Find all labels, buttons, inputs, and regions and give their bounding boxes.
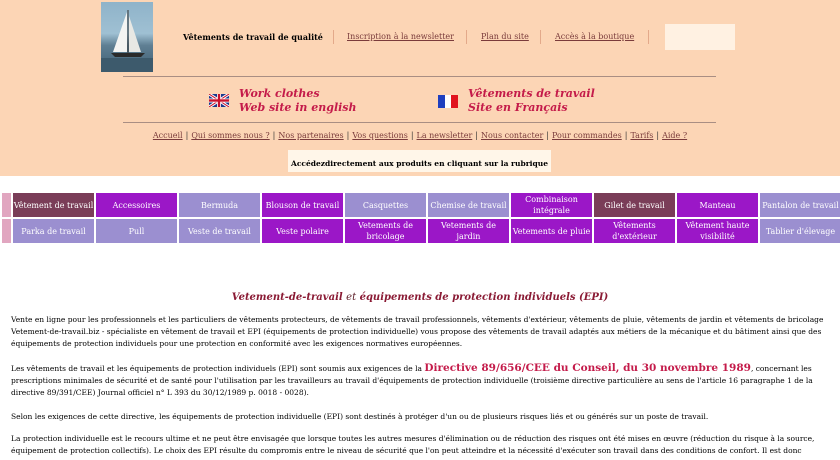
nav-accueil[interactable]: Accueil <box>152 131 183 140</box>
category-label: Bermuda <box>200 200 239 210</box>
french-line2: Site en Français <box>468 101 568 114</box>
sailboat-logo[interactable] <box>101 2 153 72</box>
category-grid <box>2 193 838 245</box>
uk-flag-icon[interactable] <box>209 92 229 111</box>
category-button[interactable] <box>428 219 509 243</box>
title-part-a: Vetement-de-travail <box>231 292 343 303</box>
french-flag-icon[interactable] <box>438 93 458 112</box>
row-stub <box>2 219 11 243</box>
category-label: Tablier d'élevage <box>765 226 836 236</box>
site-tagline: Vêtements de travail de qualité <box>183 32 323 42</box>
category-button[interactable] <box>760 193 840 217</box>
category-button[interactable] <box>179 219 260 243</box>
category-button[interactable] <box>760 219 840 243</box>
newsletter-signup-link[interactable]: Inscription à la newsletter <box>347 32 454 41</box>
category-label: Vetements de jardin <box>441 221 496 241</box>
english-site-link[interactable] <box>239 87 357 115</box>
category-label: Chemise de travail <box>430 200 507 210</box>
category-label: Combinaison intégrale <box>525 195 578 215</box>
header-blank-box <box>665 24 735 50</box>
category-button[interactable] <box>511 219 592 243</box>
category-label: Veste polaire <box>276 226 329 236</box>
category-button[interactable] <box>96 219 177 243</box>
category-label: Parka de travail <box>21 226 86 236</box>
nav-qui-sommes-nous[interactable]: Qui sommes nous ? <box>191 131 270 140</box>
category-label: Vêtements d'extérieur <box>612 221 657 241</box>
category-label: Veste de travail <box>188 226 251 236</box>
category-label: Pull <box>128 226 145 236</box>
nav-partenaires[interactable]: Nos partenaires <box>278 131 344 140</box>
access-note: Accédezdirectement aux produits en cliquant sur la rubrique <box>288 150 551 172</box>
sitemap-link[interactable]: Plan du site <box>481 32 529 41</box>
header-divider <box>540 30 541 44</box>
category-label: Vêtement haute visibilité <box>685 221 750 241</box>
directive-paragraph <box>11 362 829 399</box>
category-button[interactable] <box>677 193 758 217</box>
category-label: Gilet de travail <box>604 200 665 210</box>
category-label: Manteau <box>699 200 736 210</box>
category-button[interactable] <box>13 219 94 243</box>
title-part-b: équipements de protection individuels (EPI) <box>359 292 609 303</box>
category-button[interactable] <box>594 219 675 243</box>
category-label: Vêtement de travail <box>13 200 94 210</box>
category-button[interactable] <box>345 219 426 243</box>
intro-paragraph: Vente en ligne pour les professionnels et les particuliers de vêtements protecteurs, de vêtements de travail professionnels, vêtements d'extérieur, vêtements de pluie, vêtements de jardin et vêtements de bricolage Vetement-de-travail.biz - spécialiste en vêtement de travail et EPI (équipements de protection individuelle) vous propose des vêtements de travail adaptés aux métiers de la mécanique et du bâtiment ainsi que des équipements de protection individuels pour une protection en conformité avec les exigences normatives européennes. <box>11 315 824 348</box>
row-stub <box>2 193 11 217</box>
divider-line <box>123 76 716 77</box>
page-title <box>0 292 840 303</box>
french-line1: Vêtements de travail <box>468 87 595 100</box>
directive-highlight: Directive 89/656/CEE du Conseil, du 30 novembre 1989 <box>424 362 751 374</box>
nav-contact[interactable]: Nous contacter <box>480 131 544 140</box>
category-button[interactable] <box>677 219 758 243</box>
english-line1: Work clothes <box>239 87 320 100</box>
nav-questions[interactable]: Vos questions <box>352 131 408 140</box>
nav-tarifs[interactable]: Tarifs <box>630 131 654 140</box>
category-label: Vetements de bricolage <box>358 221 413 241</box>
category-label: Accessoires <box>112 200 161 210</box>
shop-access-link[interactable]: Accès à la boutique <box>555 32 635 41</box>
category-label: Blouson de travail <box>265 200 340 210</box>
nav-aide[interactable]: Aide ? <box>662 131 688 140</box>
divider-line <box>123 122 716 123</box>
category-button[interactable] <box>262 193 343 217</box>
category-button[interactable] <box>96 193 177 217</box>
english-line2: Web site in english <box>239 101 357 114</box>
category-button[interactable] <box>13 193 94 217</box>
category-button[interactable] <box>428 193 509 217</box>
french-site-link[interactable] <box>468 87 595 115</box>
title-et: et <box>346 292 357 303</box>
header-divider <box>466 30 467 44</box>
main-nav: Accueil | Qui sommes nous ? | Nos partenaires | Vos questions | La newsletter | Nous contacter | Pour commandes | Tarifs | Aide ? <box>152 131 688 140</box>
protection-paragraph: La protection individuelle est le recours ultime et ne peut être envisagée que lorsque toutes les autres mesures d'élimination ou de réduction des risques ont été mises en œuvre (réduction du risque à la source, équipement de protection collectifs). Le choix des EPI résulte du compromis entre le niveau de sécurité que l'on peut atteindre et la nécessité d'exécuter son travail dans des conditions de confort. Il est donc <box>11 434 815 455</box>
category-button[interactable] <box>511 193 592 217</box>
category-button[interactable] <box>179 193 260 217</box>
category-button[interactable] <box>262 219 343 243</box>
category-label: Vetements de pluie <box>512 226 591 236</box>
category-row <box>2 193 838 217</box>
nav-commandes[interactable]: Pour commandes <box>552 131 622 140</box>
directive-text-c: , concernant les prescriptions minimales de sécurité et de santé pour l'utilisation par les travailleurs au travail d'équipements de protection individuelle (troisième directive particulière au sens de l'article 16 paragraphe 1 de la directive 89/391/CEE) Journal officiel n° L 393 du 30/12/1989 p. 0018 - 0028). <box>11 364 813 397</box>
category-label: Pantalon de travail <box>762 200 839 210</box>
epi-paragraph: Selon les exigences de cette directive, les équipements de protection individuelle (EPI) sont destinés à protéger d'un ou de plusieurs risques liés et ou générés sur un poste de travail. <box>11 412 709 421</box>
category-row <box>2 219 838 243</box>
header-divider <box>333 30 334 44</box>
category-label: Casquettes <box>362 200 409 210</box>
header-divider <box>648 30 649 44</box>
category-button[interactable] <box>594 193 675 217</box>
category-button[interactable] <box>345 193 426 217</box>
directive-text-a: Les vêtements de travail et les équipements de protection individuels (EPI) sont soumis aux exigences de la <box>11 364 422 373</box>
nav-newsletter[interactable]: La newsletter <box>416 131 473 140</box>
